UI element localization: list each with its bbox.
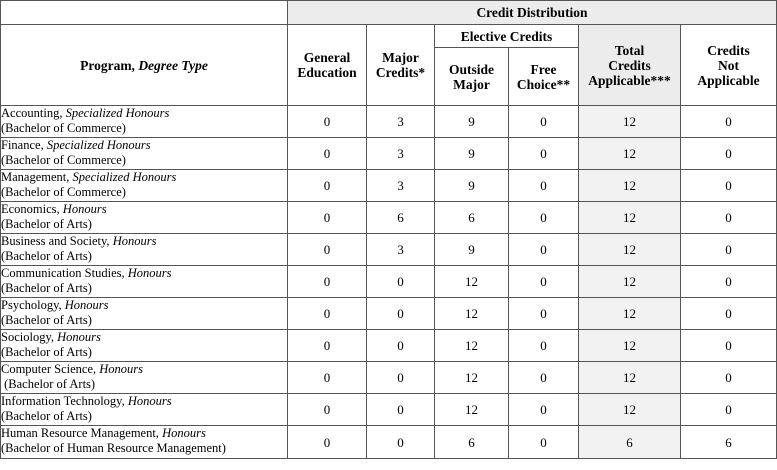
not-applicable-cell: 0 xyxy=(681,394,777,426)
program-type: Specialized Honours xyxy=(72,170,177,184)
table-row xyxy=(1,394,777,426)
outside-major-line2: Major xyxy=(453,76,490,92)
total-credits-cell: 12 xyxy=(579,330,681,362)
table-row xyxy=(1,106,777,138)
not-applicable-cell: 0 xyxy=(681,106,777,138)
degree-name: (Bachelor of Human Resource Management) xyxy=(1,441,226,455)
program-cell xyxy=(1,394,288,426)
program-cell xyxy=(1,202,288,234)
not-applicable-cell: 0 xyxy=(681,330,777,362)
table-row xyxy=(1,234,777,266)
not-applicable-cell: 0 xyxy=(681,298,777,330)
free-choice-cell: 0 xyxy=(509,330,579,362)
program-type: Honours xyxy=(99,362,144,376)
table-row xyxy=(1,138,777,170)
outside-major-cell: 6 xyxy=(435,202,509,234)
free-choice-cell: 0 xyxy=(509,298,579,330)
free-choice-header xyxy=(509,48,579,106)
free-choice-cell: 0 xyxy=(509,362,579,394)
program-name: Information Technology, xyxy=(1,394,125,408)
degree-name: (Bachelor of Arts) xyxy=(1,377,96,391)
program-name: Sociology, xyxy=(1,330,55,344)
degree-name: (Bachelor of Arts) xyxy=(1,249,92,263)
general-education-cell: 0 xyxy=(288,106,367,138)
total-credits-applicable-header xyxy=(579,25,681,106)
major-credits-cell: 3 xyxy=(367,106,435,138)
general-education-cell: 0 xyxy=(288,202,367,234)
major-credits-cell: 3 xyxy=(367,170,435,202)
table-row xyxy=(1,202,777,234)
degree-type-label: Degree Type xyxy=(138,57,208,73)
table-row xyxy=(1,266,777,298)
free-choice-line1: Free xyxy=(530,61,557,77)
free-choice-cell: 0 xyxy=(509,394,579,426)
outside-major-header xyxy=(435,48,509,106)
outside-major-cell: 12 xyxy=(435,298,509,330)
program-name: Economics, xyxy=(1,202,60,216)
outside-major-cell: 9 xyxy=(435,106,509,138)
major-credits-cell: 0 xyxy=(367,362,435,394)
program-cell xyxy=(1,298,288,330)
general-education-cell: 0 xyxy=(288,170,367,202)
program-name: Computer Science, xyxy=(1,362,97,376)
not-applicable-cell: 0 xyxy=(681,138,777,170)
program-name: Management, xyxy=(1,170,70,184)
degree-name: (Bachelor of Arts) xyxy=(1,313,92,327)
degree-name: (Bachelor of Arts) xyxy=(1,345,92,359)
degree-name: (Bachelor of Arts) xyxy=(1,409,92,423)
free-choice-cell: 0 xyxy=(509,266,579,298)
not-applicable-line2: Not xyxy=(718,57,739,73)
general-education-line2: Education xyxy=(297,65,357,80)
general-education-cell: 0 xyxy=(288,394,367,426)
general-education-cell: 0 xyxy=(288,266,367,298)
outside-major-cell: 9 xyxy=(435,138,509,170)
major-credits-line1: Major xyxy=(382,50,419,65)
degree-name: (Bachelor of Commerce) xyxy=(1,153,126,167)
degree-name: (Bachelor of Commerce) xyxy=(1,121,126,135)
program-type: Honours xyxy=(57,330,101,344)
program-type: Honours xyxy=(62,202,107,216)
free-choice-cell: 0 xyxy=(509,106,579,138)
program-degree-header xyxy=(1,25,288,106)
not-applicable-line3: Applicable xyxy=(697,72,760,88)
free-choice-cell: 0 xyxy=(509,426,579,459)
program-name: Accounting, xyxy=(1,106,63,120)
table-body xyxy=(1,106,777,459)
program-cell xyxy=(1,266,288,298)
major-credits-header xyxy=(367,25,435,106)
general-education-cell: 0 xyxy=(288,362,367,394)
total-credits-cell: 12 xyxy=(579,266,681,298)
outside-major-cell: 12 xyxy=(435,266,509,298)
total-credits-cell: 12 xyxy=(579,202,681,234)
table-row xyxy=(1,330,777,362)
total-credits-cell: 6 xyxy=(579,426,681,459)
outside-major-cell: 12 xyxy=(435,330,509,362)
general-education-cell: 0 xyxy=(288,138,367,170)
program-cell xyxy=(1,330,288,362)
table-row xyxy=(1,362,777,394)
not-applicable-cell: 0 xyxy=(681,170,777,202)
total-line3: Applicable*** xyxy=(588,72,671,88)
total-credits-cell: 12 xyxy=(579,138,681,170)
not-applicable-cell: 0 xyxy=(681,362,777,394)
program-name: Human Resource Management, xyxy=(1,426,159,440)
free-choice-line2: Choice** xyxy=(516,76,571,92)
free-choice-cell: 0 xyxy=(509,170,579,202)
program-cell xyxy=(1,138,288,170)
total-credits-cell: 12 xyxy=(579,362,681,394)
total-credits-cell: 12 xyxy=(579,394,681,426)
program-cell xyxy=(1,234,288,266)
table-row xyxy=(1,426,777,459)
table-row xyxy=(1,298,777,330)
general-education-line1: General xyxy=(303,50,351,65)
program-label: Program, xyxy=(80,57,135,73)
total-line1: Total xyxy=(614,42,645,58)
outside-major-cell: 6 xyxy=(435,426,509,459)
total-credits-cell: 12 xyxy=(579,106,681,138)
program-cell xyxy=(1,362,288,394)
not-applicable-cell: 0 xyxy=(681,234,777,266)
outside-major-line1: Outside xyxy=(448,61,494,77)
program-type: Honours xyxy=(127,266,172,280)
not-applicable-cell: 6 xyxy=(681,426,777,459)
program-type: Specialized Honours xyxy=(46,138,151,152)
program-type: Honours xyxy=(64,298,109,312)
major-credits-cell: 3 xyxy=(367,138,435,170)
program-name: Communication Studies, xyxy=(1,266,125,280)
outside-major-cell: 9 xyxy=(435,234,509,266)
program-type: Honours xyxy=(112,234,157,248)
general-education-cell: 0 xyxy=(288,234,367,266)
general-education-header xyxy=(288,25,367,106)
program-cell xyxy=(1,106,288,138)
degree-name: (Bachelor of Arts) xyxy=(1,217,92,231)
total-credits-cell: 12 xyxy=(579,234,681,266)
free-choice-cell: 0 xyxy=(509,234,579,266)
total-line2: Credits xyxy=(608,57,651,73)
total-credits-cell: 12 xyxy=(579,298,681,330)
free-choice-cell: 0 xyxy=(509,138,579,170)
general-education-cell: 0 xyxy=(288,330,367,362)
outside-major-cell: 9 xyxy=(435,170,509,202)
free-choice-cell: 0 xyxy=(509,202,579,234)
not-applicable-cell: 0 xyxy=(681,266,777,298)
major-credits-cell: 6 xyxy=(367,202,435,234)
outside-major-cell: 12 xyxy=(435,394,509,426)
header-row-2 xyxy=(1,25,777,48)
header-row-1 xyxy=(1,1,777,25)
program-type: Honours xyxy=(162,426,206,440)
program-name: Psychology, xyxy=(1,298,62,312)
major-credits-line2: Credits* xyxy=(375,65,426,80)
major-credits-cell: 0 xyxy=(367,426,435,459)
program-cell xyxy=(1,170,288,202)
degree-name: (Bachelor of Arts) xyxy=(1,281,92,295)
total-credits-cell: 12 xyxy=(579,170,681,202)
major-credits-cell: 0 xyxy=(367,266,435,298)
program-cell xyxy=(1,426,288,459)
program-type: Specialized Honours xyxy=(65,106,170,120)
not-applicable-line1: Credits xyxy=(707,42,750,58)
not-applicable-cell: 0 xyxy=(681,202,777,234)
program-name: Finance, xyxy=(1,138,44,152)
major-credits-cell: 0 xyxy=(367,394,435,426)
general-education-cell: 0 xyxy=(288,426,367,459)
major-credits-cell: 0 xyxy=(367,330,435,362)
credits-not-applicable-header xyxy=(681,25,777,106)
program-name: Business and Society, xyxy=(1,234,110,248)
program-type: Honours xyxy=(127,394,172,408)
major-credits-cell: 0 xyxy=(367,298,435,330)
header-corner xyxy=(1,1,288,25)
major-credits-cell: 3 xyxy=(367,234,435,266)
table-row xyxy=(1,170,777,202)
degree-name: (Bachelor of Commerce) xyxy=(1,185,126,199)
credit-distribution-header: Credit Distribution xyxy=(288,1,777,25)
table-header xyxy=(1,1,777,106)
outside-major-cell: 12 xyxy=(435,362,509,394)
elective-credits-header: Elective Credits xyxy=(435,25,579,48)
general-education-cell: 0 xyxy=(288,298,367,330)
